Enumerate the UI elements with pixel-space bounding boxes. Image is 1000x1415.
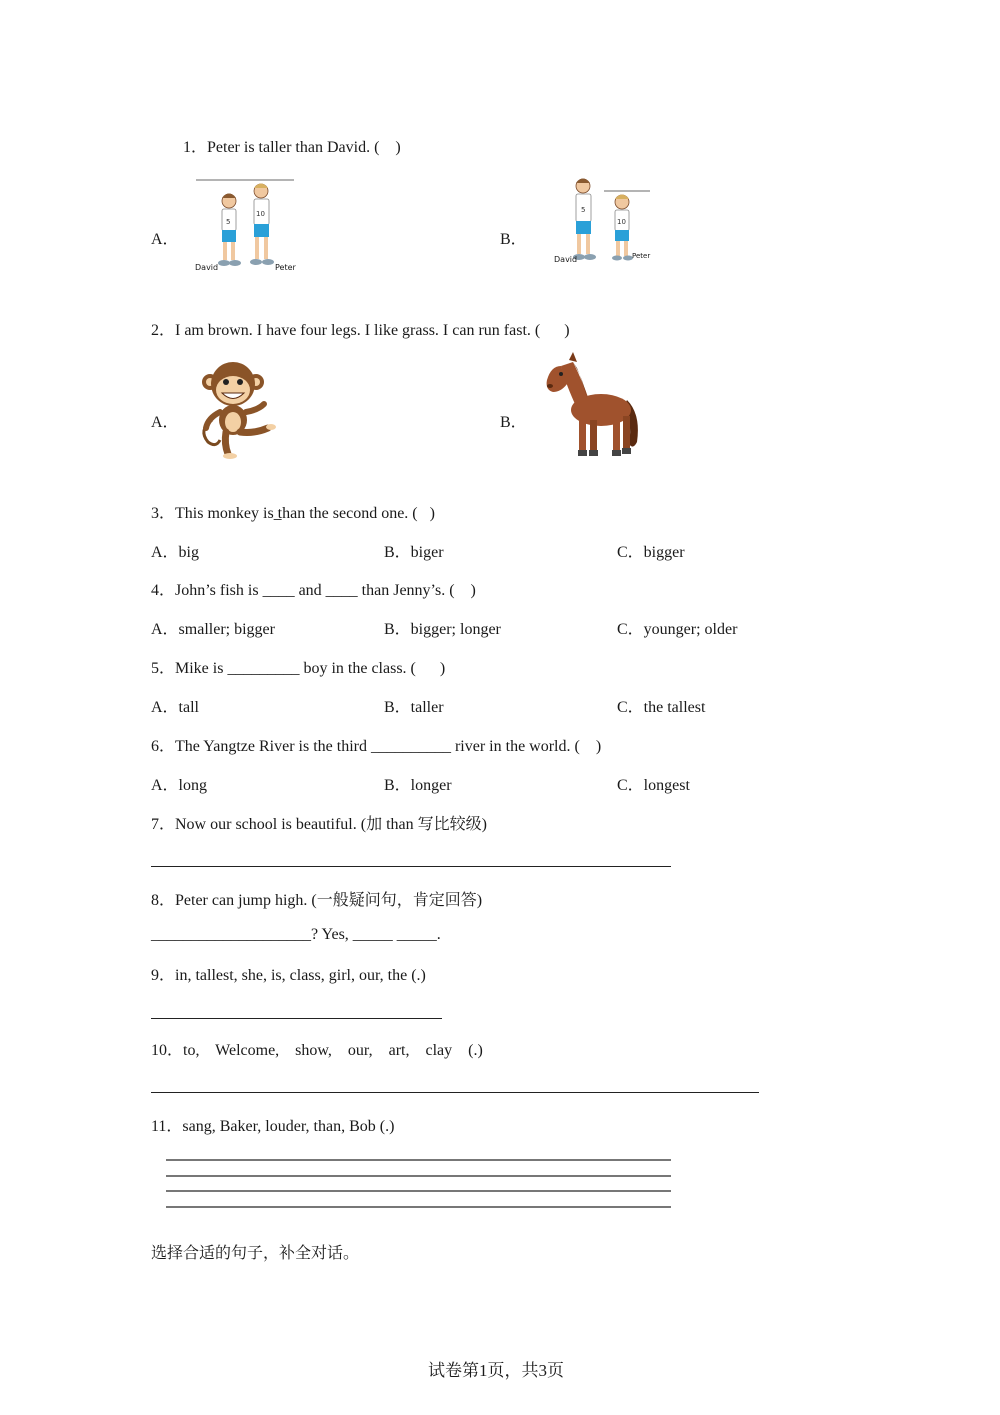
section-heading: 选择合适的句子，补全对话。 bbox=[151, 1243, 360, 1262]
q4-option-c: C．younger; older bbox=[617, 621, 738, 638]
svg-text:10: 10 bbox=[256, 210, 265, 218]
q1-b-label-peter: Peter bbox=[632, 252, 651, 260]
page-footer: 试卷第1页，共3页 bbox=[428, 1361, 564, 1380]
q1-option-b-picture bbox=[552, 174, 656, 270]
q1-a-label-peter: Peter bbox=[275, 263, 296, 272]
q7-answer-line[interactable] bbox=[151, 866, 671, 867]
q3-option-b: B．biger bbox=[384, 544, 444, 561]
q10-answer-line[interactable] bbox=[151, 1092, 759, 1093]
q11-stem: 11．sang, Baker, louder, than, Bob (.) bbox=[151, 1118, 395, 1135]
q5-option-a: A．tall bbox=[151, 699, 199, 716]
svg-text:5: 5 bbox=[581, 206, 586, 214]
q2-option-a-picture bbox=[198, 360, 278, 460]
q11-ruled-line-3[interactable] bbox=[166, 1190, 671, 1192]
q1-option-b-letter: B． bbox=[500, 231, 527, 248]
q9-answer-line[interactable] bbox=[151, 1018, 442, 1019]
q5-option-b: B．taller bbox=[384, 699, 444, 716]
q8-stem: 8．Peter can jump high. (一般疑问句，肯定回答) bbox=[151, 892, 483, 909]
q6-stem: 6．The Yangtze River is the third __________ river in the world. ( ) bbox=[151, 738, 602, 755]
q6-option-c: C．longest bbox=[617, 777, 690, 794]
q10-stem: 10．to, Welcome, show, our, art, clay (.) bbox=[151, 1042, 483, 1059]
q7-stem: 7．Now our school is beautiful. (加 than 写比较级) bbox=[151, 816, 487, 833]
q3-option-a: A．big bbox=[151, 544, 200, 561]
svg-text:10: 10 bbox=[617, 218, 626, 226]
q4-option-a: A．smaller; bigger bbox=[151, 621, 275, 638]
horse-icon bbox=[543, 352, 643, 460]
q1-a-label-david: David bbox=[195, 263, 219, 272]
q6-option-b: B．longer bbox=[384, 777, 452, 794]
monkey-icon bbox=[198, 360, 278, 460]
q11-ruled-line-2[interactable] bbox=[166, 1175, 671, 1177]
q6-option-a: A．long bbox=[151, 777, 208, 794]
q1-option-a-picture bbox=[193, 174, 299, 276]
q2-option-b-letter: B． bbox=[500, 414, 527, 431]
q9-stem: 9．in, tallest, she, is, class, girl, our, the (.) bbox=[151, 967, 426, 984]
q11-ruled-line-1[interactable] bbox=[166, 1159, 671, 1161]
q3-stem: 3．This monkey is ̲than the second one. ( ) bbox=[151, 505, 435, 522]
q5-option-c: C．the tallest bbox=[617, 699, 706, 716]
q4-option-b: B．bigger; longer bbox=[384, 621, 501, 638]
q1-option-a-letter: A． bbox=[151, 231, 179, 248]
q2-option-a-letter: A． bbox=[151, 414, 179, 431]
svg-text:5: 5 bbox=[226, 218, 231, 226]
q3-option-c: C．bigger bbox=[617, 544, 685, 561]
q2-option-b-picture bbox=[543, 352, 643, 460]
q11-ruled-line-4[interactable] bbox=[166, 1206, 671, 1208]
q8-answer-line[interactable]: ____________________? Yes, _____ _____. bbox=[151, 926, 441, 943]
q1-stem: 1．Peter is taller than David. ( ) bbox=[183, 139, 401, 156]
q5-stem: 5．Mike is _________ boy in the class. ( ) bbox=[151, 660, 446, 677]
q4-stem: 4．John’s fish is ____ and ____ than Jenny’s. ( ) bbox=[151, 582, 476, 599]
q2-stem: 2．I am brown. I have four legs. I like grass. I can run fast. ( ) bbox=[151, 322, 570, 339]
q1-b-label-david: David bbox=[554, 255, 578, 264]
boys-height-icon bbox=[193, 174, 299, 276]
